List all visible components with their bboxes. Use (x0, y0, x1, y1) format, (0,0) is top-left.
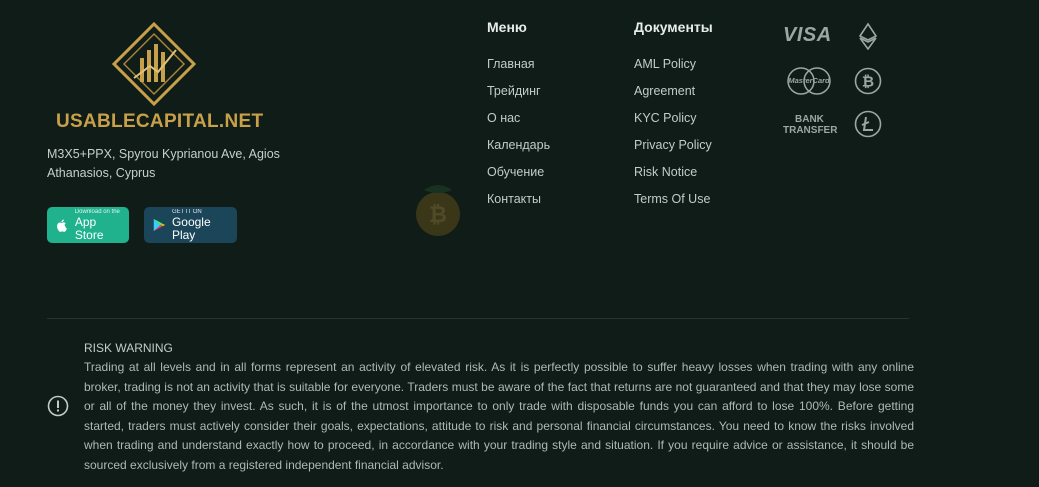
visa-logo: VISA (783, 24, 832, 46)
transfer-label: TRANSFER (783, 125, 838, 136)
bank-transfer-logo (783, 114, 837, 136)
doc-link-terms[interactable]: Terms Of Use (634, 192, 711, 206)
menu-heading: Меню (487, 19, 527, 35)
svg-text:₿: ₿ (861, 72, 875, 91)
documents-heading: Документы (634, 19, 713, 35)
brand-name: USABLECAPITAL.NET (56, 111, 264, 132)
google-play-small-label: GET IT ON (171, 208, 202, 215)
doc-link-kyc[interactable]: KYC Policy (634, 111, 697, 125)
doc-link-aml[interactable]: AML Policy (634, 57, 697, 71)
documents-list (634, 56, 712, 218)
mastercard-label: MasterCard (788, 76, 830, 85)
logo[interactable] (56, 20, 256, 108)
menu-link-trading[interactable]: Трейдинг (487, 84, 541, 98)
company-address: M3X5+PPX, Spyrou Kyprianou Ave, Agios Athanasios, Cyprus (47, 147, 280, 180)
menu-list (487, 56, 550, 218)
logo-emblem-icon (110, 20, 198, 108)
risk-warning-title: RISK WARNING (84, 341, 173, 355)
footer-divider (47, 318, 909, 319)
bank-label: BANK (795, 114, 824, 125)
apple-icon (55, 217, 69, 233)
litecoin-icon (854, 110, 882, 138)
app-store-label: App Store (74, 214, 104, 242)
decorative-coin-icon (410, 178, 466, 240)
mastercard-logo (783, 66, 835, 96)
app-store-button[interactable] (47, 207, 129, 243)
google-play-label: Google Play (171, 214, 211, 242)
doc-link-risk-notice[interactable]: Risk Notice (634, 165, 698, 179)
menu-link-education[interactable]: Обучение (487, 165, 545, 179)
google-play-button[interactable] (144, 207, 237, 243)
ethereum-icon (854, 22, 882, 50)
app-store-small-label: Download on the (74, 208, 120, 215)
svg-text:₿: ₿ (429, 202, 447, 227)
menu-link-contacts[interactable]: Контакты (487, 192, 541, 206)
menu-link-home[interactable]: Главная (487, 57, 535, 71)
exclamation-icon (47, 395, 69, 417)
doc-link-privacy[interactable]: Privacy Policy (634, 138, 712, 152)
google-play-icon (152, 217, 166, 233)
doc-link-agreement[interactable]: Agreement (634, 84, 696, 98)
menu-link-calendar[interactable]: Календарь (487, 138, 551, 152)
bitcoin-icon (854, 67, 882, 95)
menu-link-about[interactable]: О нас (487, 111, 521, 125)
risk-warning-text: Trading at all levels and in all forms represent an activity of elevated risk. As it is perfectly possible to suffer heavy losses when trading with any online broker, trading is not an activity that is suitable for everyone. Traders must be aware of the fact that returns are not guaranteed and that they may lose some or all of the money they invest. As such, it is of the utmost importance to only trade with disposable funds you can afford to lose 100%. Before getting started, traders must actively consider their goals, expectations, attitude to risk and personal financial circumstances. You need to know the risks involved when trading and understand exactly how to proceed, in accordance with your trading style and situation. If you require advice or assistance, it should be sourced exclusively from a registered independent financial advisor. (84, 360, 914, 472)
